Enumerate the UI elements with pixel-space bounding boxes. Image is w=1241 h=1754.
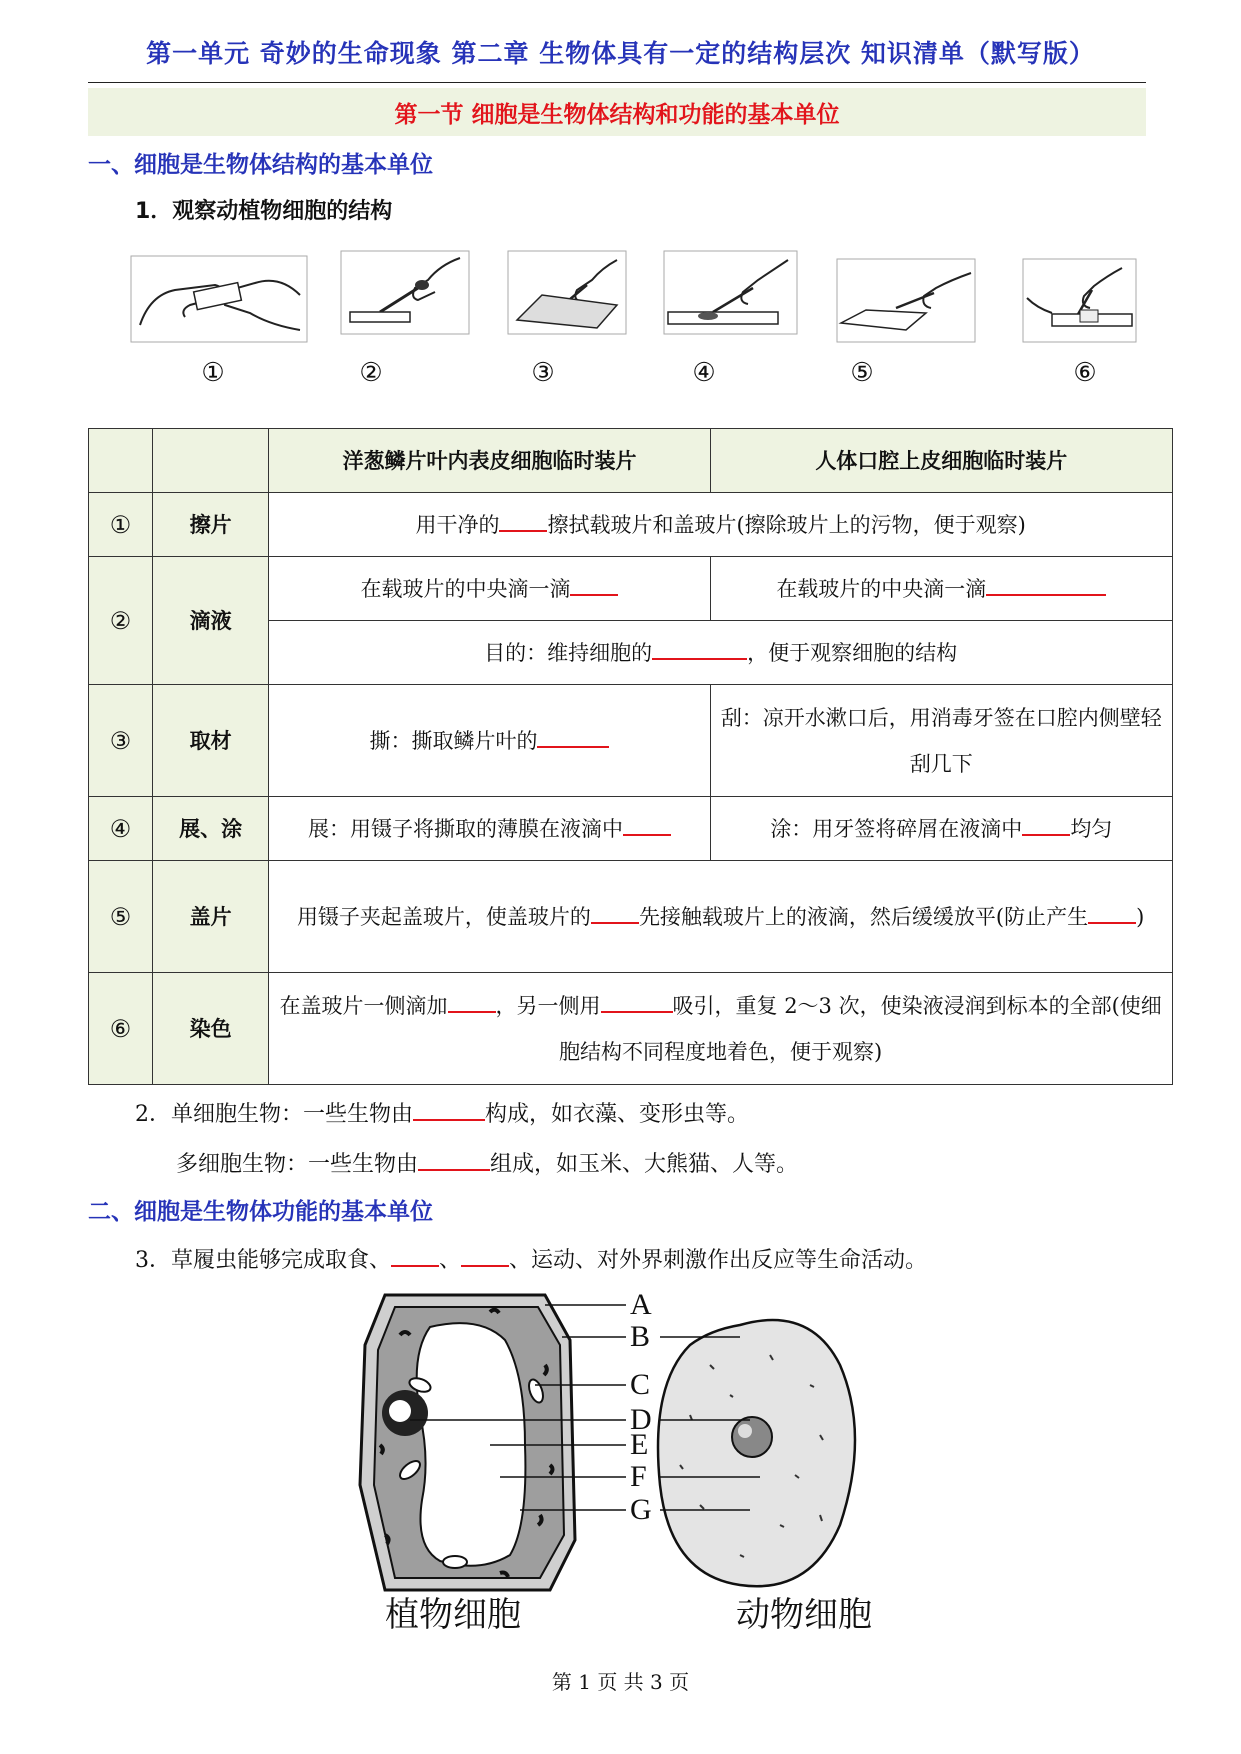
text-segment: )	[1136, 904, 1145, 929]
step-name: 滴液	[152, 557, 268, 685]
step-description	[269, 493, 1173, 557]
column-header-cheek: 人体口腔上皮细胞临时装片	[710, 429, 1172, 493]
text-segment: 先接触载玻片上的液滴，然后缓缓放平(防止产生	[638, 904, 1089, 929]
text-segment: 目的：维持细胞的	[484, 640, 653, 665]
onion-cell	[269, 797, 710, 861]
figure-label-4: ④	[692, 358, 716, 388]
onion-cell	[269, 685, 710, 797]
cell-label-c: C	[630, 1368, 651, 1401]
fill-blank[interactable]	[601, 989, 673, 1013]
text-segment: 多细胞生物：一些生物由	[176, 1152, 419, 1177]
fill-blank[interactable]	[448, 989, 496, 1013]
table-corner-cell	[152, 429, 268, 493]
table-row	[89, 557, 1173, 621]
cell-label-a: A	[630, 1288, 652, 1321]
column-header-onion: 洋葱鳞片叶内表皮细胞临时装片	[269, 429, 710, 493]
table-row	[89, 973, 1173, 1085]
text-segment: 2．单细胞生物：一些生物由	[135, 1102, 413, 1127]
row-number: ③	[89, 685, 153, 797]
fill-blank[interactable]	[570, 572, 618, 596]
cell-label-d: D	[630, 1403, 652, 1436]
step-6-stain-illustration	[1022, 258, 1137, 343]
row-number: ⑥	[89, 973, 153, 1085]
fill-blank[interactable]	[1088, 900, 1136, 924]
step-2-drop-liquid-illustration	[340, 250, 470, 335]
fill-blank[interactable]	[391, 1243, 439, 1267]
cell-label-g: G	[630, 1493, 652, 1526]
text-segment: 擦拭载玻片和盖玻片(擦除玻片上的污物，便于观察)	[547, 512, 1026, 537]
part1-heading: 一、细胞是生物体结构的基本单位	[88, 152, 433, 178]
row-number: ②	[89, 557, 153, 685]
cheek-cell	[710, 797, 1172, 861]
step-description	[269, 861, 1173, 973]
animal-cell-caption: 动物细胞	[736, 1595, 872, 1635]
figure-label-1: ①	[201, 358, 225, 388]
step-4-spread-illustration	[663, 250, 798, 335]
cell-label-f: F	[630, 1460, 647, 1493]
text-segment: 展：用镊子将撕取的薄膜在液滴中	[307, 816, 623, 841]
figure-label-2: ②	[359, 358, 383, 388]
row-number: ④	[89, 797, 153, 861]
text-segment: 组成，如玉米、大熊猫、人等。	[490, 1152, 799, 1177]
fill-blank[interactable]	[499, 508, 547, 532]
fill-blank[interactable]	[591, 900, 639, 924]
question-1: 1．观察动植物细胞的结构	[135, 199, 393, 224]
part2-heading: 二、细胞是生物体功能的基本单位	[88, 1199, 433, 1225]
text-segment: 构成，如衣藻、变形虫等。	[485, 1102, 750, 1127]
step-name: 取材	[152, 685, 268, 797]
animal-nucleus-highlight	[738, 1424, 752, 1438]
onion-cell	[269, 557, 710, 621]
plant-cell-caption: 植物细胞	[385, 1595, 521, 1635]
cell-label-e: E	[630, 1428, 649, 1461]
chloroplast	[443, 1556, 467, 1568]
fill-blank[interactable]	[418, 1147, 490, 1171]
row-number: ⑤	[89, 861, 153, 973]
step-name: 展、涂	[152, 797, 268, 861]
text-segment: 在载玻片的中央滴一滴	[776, 576, 987, 601]
text-segment: 3．草履虫能够完成取食、	[135, 1248, 391, 1273]
figure-label-5: ⑤	[850, 358, 874, 388]
text-segment: 撕：撕取鳞片叶的	[369, 728, 538, 753]
text-segment: 、	[439, 1248, 462, 1273]
fill-blank[interactable]	[413, 1097, 485, 1121]
cell-label-b: B	[630, 1320, 651, 1353]
step-1-wipe-slide-illustration	[130, 255, 310, 345]
page-footer: 第 1 页 共 3 页	[551, 1670, 690, 1694]
document-header: 第一单元 奇妙的生命现象 第二章 生物体具有一定的结构层次 知识清单（默写版）	[146, 39, 1095, 68]
animal-nucleus	[732, 1417, 772, 1457]
section-title: 第一节 细胞是生物体结构和功能的基本单位	[394, 102, 840, 128]
table-corner-cell	[89, 429, 153, 493]
fill-blank[interactable]	[623, 812, 671, 836]
slide-preparation-table	[88, 428, 1173, 1085]
text-segment: ，便于观察细胞的结构	[747, 640, 958, 665]
row-number: ①	[89, 493, 153, 557]
figure-label-3: ③	[531, 358, 555, 388]
text-segment: 在盖玻片一侧滴加	[279, 993, 448, 1018]
text-segment: 用镊子夹起盖玻片，使盖玻片的	[296, 904, 591, 929]
text-segment: 吸引，重复 2～3 次，使染液浸润到标本的全部(使细胞结构不同程度地着色，便于观察)	[559, 993, 1162, 1064]
question-3	[135, 1243, 927, 1274]
table-row	[89, 493, 1173, 557]
cheek-cell	[710, 557, 1172, 621]
step-5-cover-slip-illustration	[836, 258, 976, 343]
step-3-take-material-illustration	[507, 250, 627, 335]
fill-blank[interactable]	[537, 724, 609, 748]
text-segment: 涂：用牙签将碎屑在液滴中	[770, 816, 1023, 841]
text-segment: 用干净的	[415, 512, 500, 537]
fill-blank[interactable]	[461, 1243, 509, 1267]
fill-blank[interactable]	[986, 572, 1106, 596]
step-description	[269, 973, 1173, 1085]
fill-blank[interactable]	[1022, 812, 1070, 836]
table-row	[89, 797, 1173, 861]
text-segment: 在载玻片的中央滴一滴	[360, 576, 571, 601]
text-segment: ，另一侧用	[495, 993, 601, 1018]
cell-structure-diagram	[340, 1285, 900, 1615]
header-rule	[88, 82, 1146, 83]
question-2-unicellular	[135, 1097, 749, 1128]
purpose-cell	[269, 621, 1173, 685]
table-row	[89, 861, 1173, 973]
fill-blank[interactable]	[652, 636, 747, 660]
cheek-cell: 刮：凉开水漱口后，用消毒牙签在口腔内侧壁轻刮几下	[710, 685, 1172, 797]
step-name: 擦片	[152, 493, 268, 557]
figure-label-6: ⑥	[1073, 358, 1097, 388]
question-2-multicellular	[176, 1147, 798, 1178]
text-segment: 均匀	[1070, 816, 1113, 841]
step-name: 盖片	[152, 861, 268, 973]
nucleolus	[389, 1400, 411, 1422]
text-segment: 、运动、对外界刺激作出反应等生命活动。	[509, 1248, 928, 1273]
step-name: 染色	[152, 973, 268, 1085]
table-row	[89, 685, 1173, 797]
